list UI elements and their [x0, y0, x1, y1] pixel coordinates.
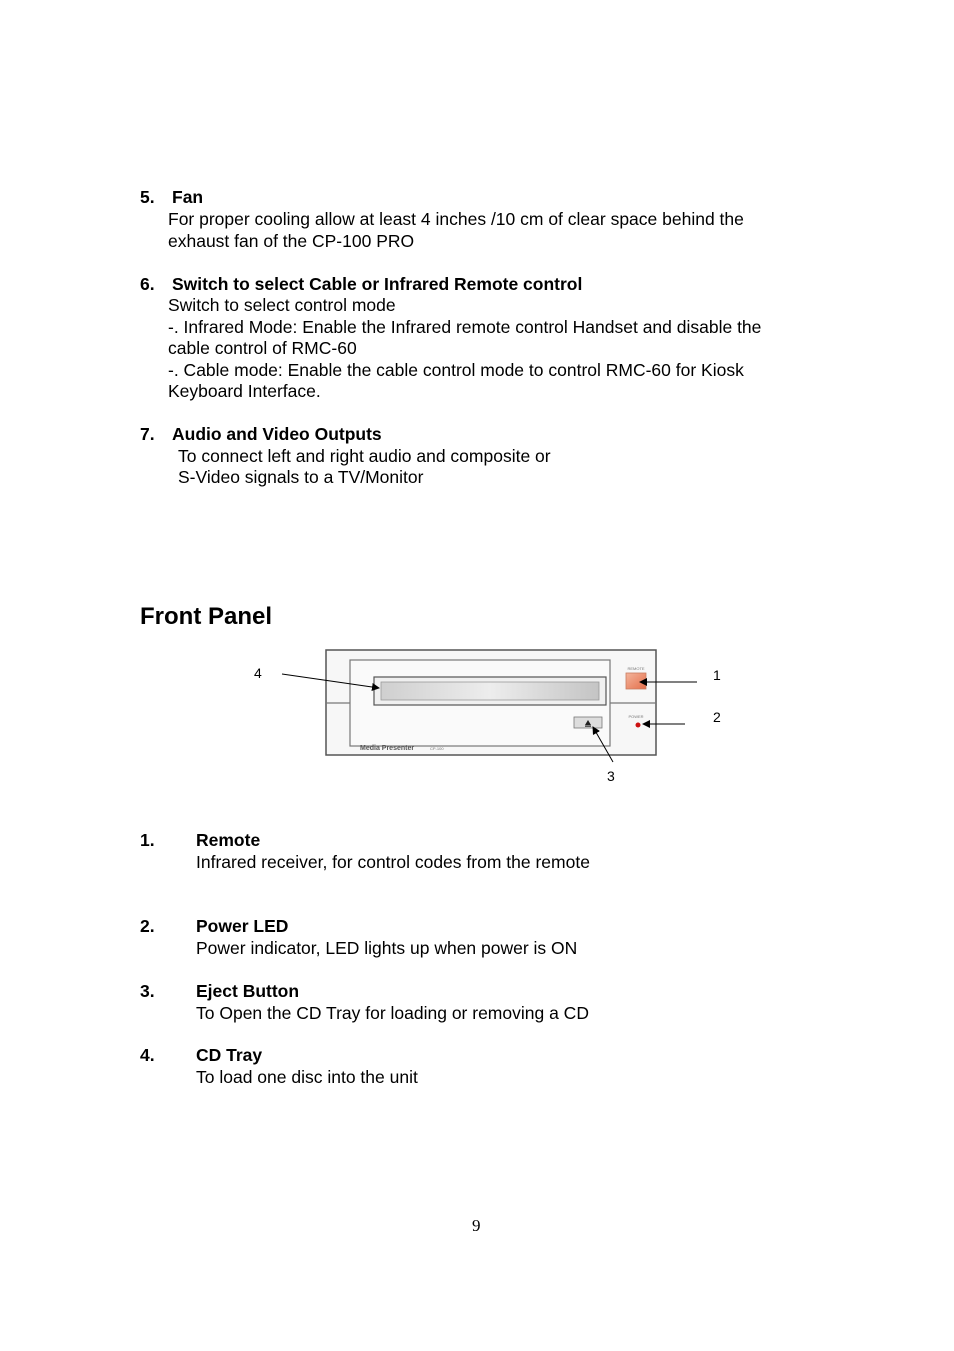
item-5-title: Fan — [172, 187, 204, 207]
item-7-number: 7. — [140, 424, 155, 444]
item-7-text-line: To connect left and right audio and composite or — [178, 446, 551, 466]
front-item-4-number: 4. — [140, 1045, 155, 1065]
item-7-title: Audio and Video Outputs — [172, 424, 382, 444]
item-7-text-line: S-Video signals to a TV/Monitor — [178, 467, 424, 487]
item-6-text-line: Keyboard Interface. — [168, 381, 321, 401]
front-panel-illustration — [240, 640, 740, 790]
power-label: POWER — [628, 714, 644, 719]
front-item-1-desc: Infrared receiver, for control codes from the remote — [196, 852, 590, 872]
item-6-text-line: cable control of RMC-60 — [168, 338, 357, 358]
remote-sensor — [626, 673, 646, 689]
front-item-3-number: 3. — [140, 981, 155, 1001]
item-6-text-line: -. Cable mode: Enable the cable control mode to control RMC-60 for Kiosk — [168, 360, 744, 380]
section-heading: Front Panel — [140, 603, 273, 630]
front-item-3-desc: To Open the CD Tray for loading or removing a CD — [196, 1003, 589, 1023]
callout-2: 2 — [713, 709, 721, 725]
front-item-1-number: 1. — [140, 830, 155, 850]
item-6-text-line: Switch to select control mode — [168, 295, 396, 315]
front-item-4-title: CD Tray — [196, 1045, 263, 1065]
front-item-3-title: Eject Button — [196, 981, 300, 1001]
page-number: 9 — [472, 1216, 481, 1235]
callout-1: 1 — [713, 667, 721, 683]
item-6-title: Switch to select Cable or Infrared Remote control — [172, 274, 583, 294]
remote-label: REMOTE — [627, 666, 645, 671]
front-item-2-desc: Power indicator, LED lights up when power is ON — [196, 938, 578, 958]
callout-3: 3 — [607, 768, 615, 784]
model-text: CP-100 — [430, 746, 444, 751]
item-6-text-line: -. Infrared Mode: Enable the Infrared remote control Handset and disable the — [168, 317, 762, 337]
front-item-4-desc: To load one disc into the unit — [196, 1067, 418, 1087]
front-item-2-title: Power LED — [196, 916, 289, 936]
front-item-1-title: Remote — [196, 830, 261, 850]
front-item-2-number: 2. — [140, 916, 155, 936]
power-led — [636, 723, 641, 728]
item-5-text-line: exhaust fan of the CP-100 PRO — [168, 231, 415, 251]
item-5-number: 5. — [140, 187, 155, 207]
callout-4: 4 — [254, 665, 262, 681]
brand-text: Media Presenter — [360, 745, 415, 752]
front-panel-diagram — [240, 640, 740, 790]
item-5-text-line: For proper cooling allow at least 4 inches /10 cm of clear space behind the — [168, 209, 744, 229]
item-6-number: 6. — [140, 274, 155, 294]
